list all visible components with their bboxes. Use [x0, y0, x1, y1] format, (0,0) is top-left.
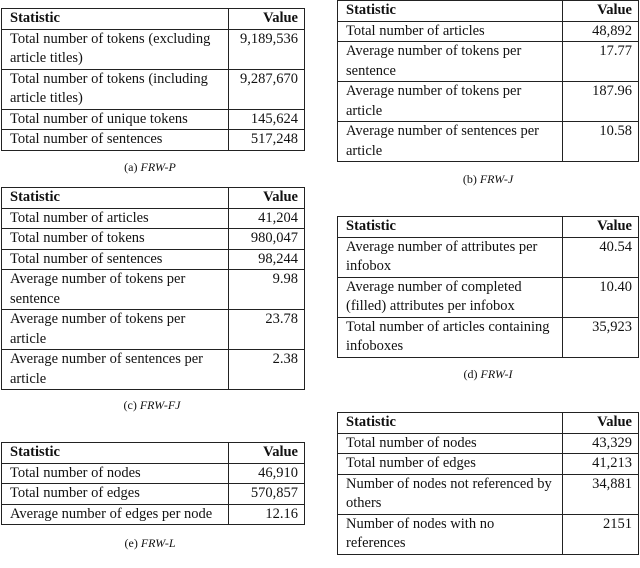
caption-name: FRW-J: [479, 172, 514, 186]
table-row: [338, 454, 639, 475]
table-frw-fj: [1, 187, 305, 390]
row-value: 98,244: [229, 249, 305, 270]
table-row: [2, 463, 305, 484]
row-value: 34,881: [563, 474, 639, 514]
caption-name: FRW-L: [140, 536, 176, 550]
row-statistic: Average number of tokens per article: [338, 82, 563, 122]
table-header-row: [338, 413, 639, 434]
caption-frw-j: [418, 172, 558, 187]
row-statistic: Average number of sentences per article: [2, 350, 229, 390]
row-value: 2151: [563, 514, 639, 554]
row-statistic: Total number of sentences: [2, 130, 229, 151]
table-row: [338, 82, 639, 122]
caption-label: (d): [463, 367, 478, 381]
row-value: 2.38: [229, 350, 305, 390]
row-value: 40.54: [563, 237, 639, 277]
row-value: 43,329: [563, 433, 639, 454]
row-statistic: Average number of edges per node: [2, 504, 229, 525]
header-value: Value: [229, 9, 305, 30]
row-value: 10.58: [563, 122, 639, 162]
caption-frw-l: [80, 536, 220, 551]
row-statistic: Total number of edges: [2, 484, 229, 505]
table-row: [338, 277, 639, 317]
table-frw-f: [337, 412, 639, 555]
row-value: 23.78: [229, 310, 305, 350]
header-value: Value: [563, 413, 639, 434]
row-value: 980,047: [229, 229, 305, 250]
table-row: [338, 122, 639, 162]
table-row: [2, 249, 305, 270]
row-value: 12.16: [229, 504, 305, 525]
table-row: [2, 69, 305, 109]
caption-label: (a): [124, 160, 138, 174]
table-row: [2, 504, 305, 525]
table-row: [338, 317, 639, 357]
header-value: Value: [563, 217, 639, 238]
row-statistic: Average number of attributes per infobox: [338, 237, 563, 277]
header-statistic: Statistic: [338, 413, 563, 434]
row-statistic: Total number of nodes: [338, 433, 563, 454]
table-frw-i: [337, 216, 639, 358]
row-statistic: Average number of tokens per article: [2, 310, 229, 350]
row-value: 48,892: [563, 21, 639, 42]
row-statistic: Total number of tokens: [2, 229, 229, 250]
table-row: [2, 109, 305, 130]
header-value: Value: [563, 1, 639, 22]
table-frw-j: [337, 0, 639, 162]
header-value: Value: [229, 188, 305, 209]
table-header-row: [2, 443, 305, 464]
row-statistic: Total number of articles: [338, 21, 563, 42]
row-statistic: Total number of tokens (excluding article titles): [2, 29, 229, 69]
row-value: 570,857: [229, 484, 305, 505]
table-row: [2, 29, 305, 69]
table-header-row: [2, 188, 305, 209]
table-row: [2, 350, 305, 390]
row-value: 187.96: [563, 82, 639, 122]
row-value: 517,248: [229, 130, 305, 151]
row-statistic: Number of nodes not referenced by others: [338, 474, 563, 514]
table-frw-l: [1, 442, 305, 525]
table-header-row: [338, 217, 639, 238]
row-statistic: Total number of edges: [338, 454, 563, 475]
row-value: 9,189,536: [229, 29, 305, 69]
header-statistic: Statistic: [2, 188, 229, 209]
table-row: [2, 208, 305, 229]
row-statistic: Average number of completed (filled) attributes per infobox: [338, 277, 563, 317]
row-statistic: Average number of tokens per sentence: [338, 42, 563, 82]
header-statistic: Statistic: [2, 9, 229, 30]
header-statistic: Statistic: [338, 217, 563, 238]
row-value: 46,910: [229, 463, 305, 484]
header-value: Value: [229, 443, 305, 464]
caption-name: FRW-I: [480, 367, 513, 381]
row-statistic: Total number of tokens (including article titles): [2, 69, 229, 109]
row-value: 41,213: [563, 454, 639, 475]
caption-frw-fj: [82, 398, 222, 413]
caption-label: (c): [123, 398, 137, 412]
row-statistic: Total number of sentences: [2, 249, 229, 270]
row-statistic: Total number of articles containing infoboxes: [338, 317, 563, 357]
table-row: [2, 130, 305, 151]
table-header-row: [2, 9, 305, 30]
table-row: [2, 229, 305, 250]
row-statistic: Total number of nodes: [2, 463, 229, 484]
row-value: 41,204: [229, 208, 305, 229]
table-row: [338, 21, 639, 42]
table-row: [2, 310, 305, 350]
table-row: [338, 474, 639, 514]
header-statistic: Statistic: [338, 1, 563, 22]
row-value: 35,923: [563, 317, 639, 357]
row-value: 10.40: [563, 277, 639, 317]
row-value: 9.98: [229, 270, 305, 310]
caption-label: (e): [124, 536, 138, 550]
row-value: 17.77: [563, 42, 639, 82]
caption-label: (b): [462, 172, 477, 186]
row-value: 145,624: [229, 109, 305, 130]
table-row: [338, 514, 639, 554]
row-statistic: Total number of articles: [2, 208, 229, 229]
caption-frw-i: [418, 367, 558, 382]
caption-name: FRW-P: [140, 160, 176, 174]
row-value: 9,287,670: [229, 69, 305, 109]
table-row: [338, 237, 639, 277]
caption-name: FRW-FJ: [139, 398, 181, 412]
table-frw-p: [1, 8, 305, 151]
row-statistic: Average number of sentences per article: [338, 122, 563, 162]
table-row: [2, 270, 305, 310]
caption-frw-p: [80, 160, 220, 175]
row-statistic: Number of nodes with no references: [338, 514, 563, 554]
row-statistic: Total number of unique tokens: [2, 109, 229, 130]
header-statistic: Statistic: [2, 443, 229, 464]
row-statistic: Average number of tokens per sentence: [2, 270, 229, 310]
table-header-row: [338, 1, 639, 22]
table-row: [338, 433, 639, 454]
table-row: [338, 42, 639, 82]
table-row: [2, 484, 305, 505]
